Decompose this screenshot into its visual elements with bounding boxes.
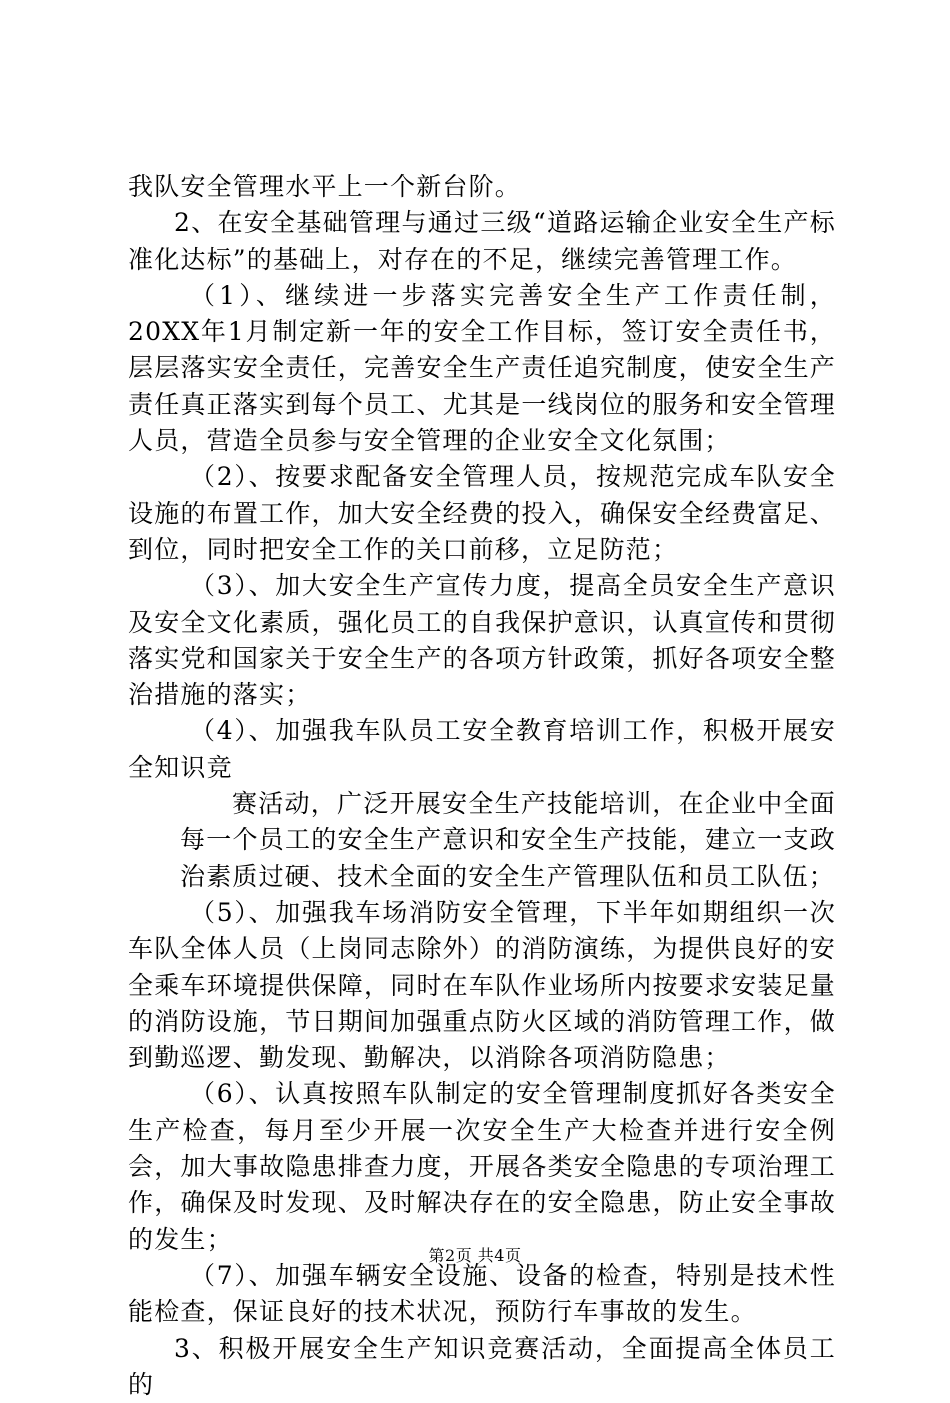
paragraph: （5）、加强我车场消防安全管理，下半年如期组织一次车队全体人员（上岗同志除外）的消防演练，为提供良好的安全乘车环境提供保障，同时在车队作业场所内按要求安装足量的消防设施，节日期间加强重点防火区域的消防管理工作，做到勤巡逻、勤发现、勤解决，以消除各项消防隐患； [128,895,836,1076]
paragraph: （1）、继续进一步落实完善安全生产工作责任制，20XX年1月制定新一年的安全工作目标，签订安全责任书，层层落实安全责任，完善安全生产责任追究制度，使安全生产责任真正落实到每个员工、尤其是一线岗位的服务和安全管理人员，营造全员参与安全管理的企业安全文化氛围； [128,278,836,459]
paragraph: （3）、加大安全生产宣传力度，提高全员安全生产意识及安全文化素质，强化员工的自我保护意识，认真宣传和贯彻落实党和国家关于安全生产的各项方针政策，抓好各项安全整治措施的落实； [128,568,836,713]
paragraph: （4）、加强我车队员工安全教育培训工作，积极开展安全知识竞 [128,713,836,786]
paragraph: （2）、按要求配备安全管理人员，按规范完成车队安全设施的布置工作，加大安全经费的投入，确保安全经费富足、到位，同时把安全工作的关口前移，立足防范； [128,459,836,568]
page-number-label: 第2页 共4页 [429,1246,522,1265]
document-body [128,169,836,1403]
page-footer [0,1243,950,1266]
paragraph: （7）、加强车辆安全设施、设备的检查，特别是技术性能检查，保证良好的技术状况，预防行车事故的发生。 [128,1258,836,1331]
paragraph: 赛活动，广泛开展安全生产技能培训，在企业中全面每一个员工的安全生产意识和安全生产技能，建立一支政治素质过硬、技术全面的安全生产管理队伍和员工队伍； [128,786,836,895]
paragraph: 我队安全管理水平上一个新台阶。 [128,169,836,205]
paragraph: （6）、认真按照车队制定的安全管理制度抓好各类安全生产检查，每月至少开展一次安全生产大检查并进行安全例会，加大事故隐患排查力度，开展各类安全隐患的专项治理工作，确保及时发现、及时解决存在的安全隐患，防止安全事故的发生； [128,1076,836,1257]
paragraph: 3、积极开展安全生产知识竞赛活动，全面提高全体员工的 [128,1331,836,1403]
paragraph: 2、在安全基础管理与通过三级“道路运输企业安全生产标准化达标”的基础上，对存在的不足，继续完善管理工作。 [128,205,836,278]
